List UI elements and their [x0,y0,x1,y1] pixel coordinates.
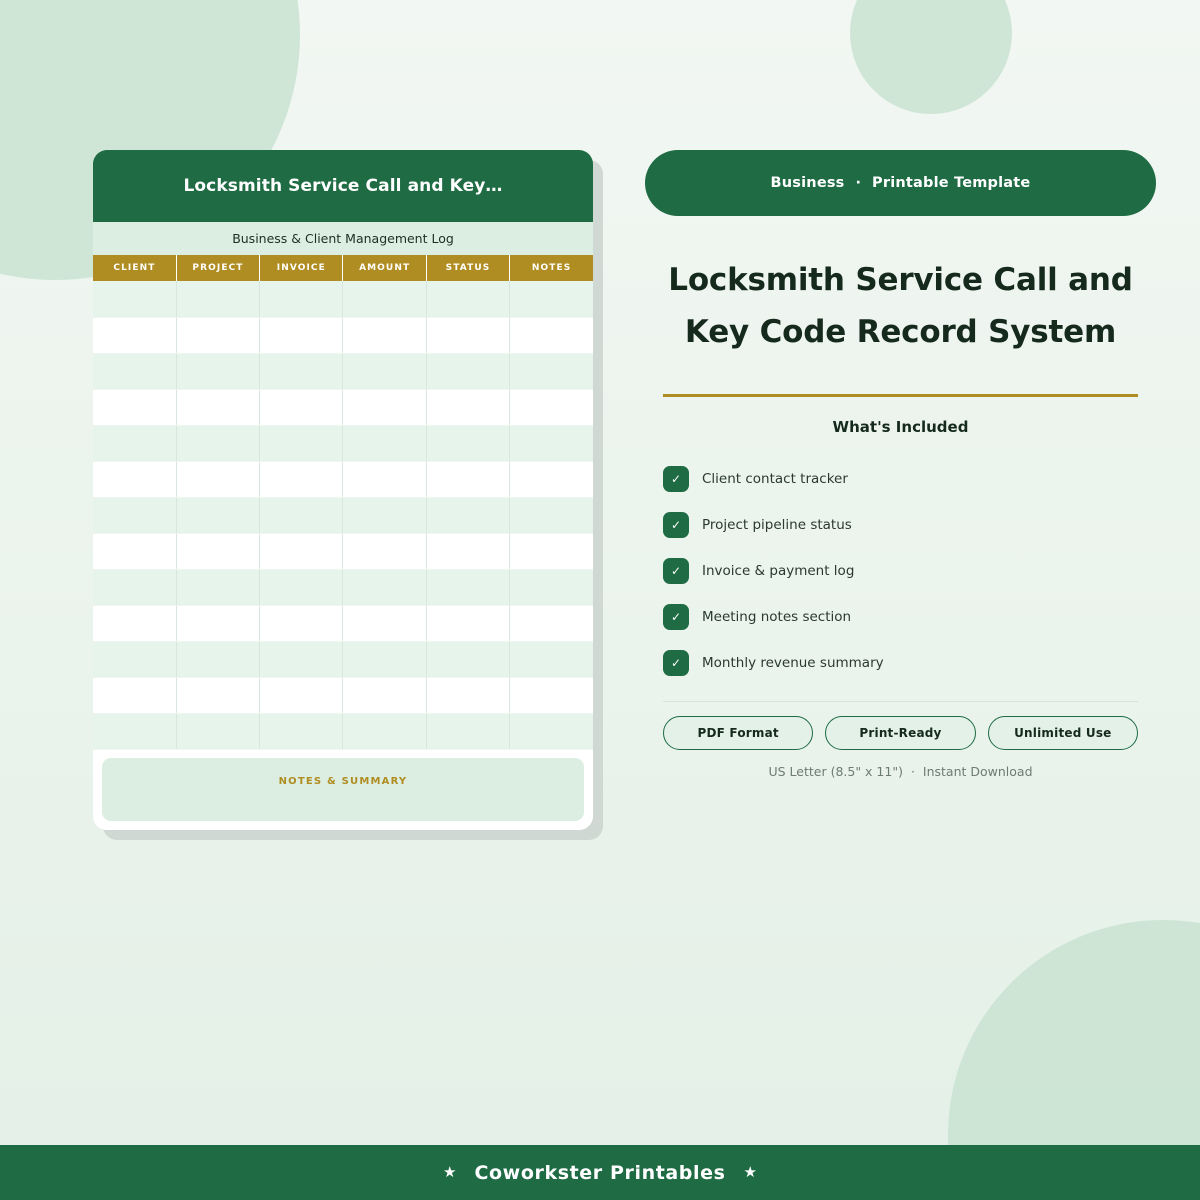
table-row[interactable] [93,281,593,317]
column-header-project: PROJECT [176,255,259,281]
table-cell[interactable] [93,317,176,353]
check-icon: ✓ [663,604,689,630]
table-row[interactable] [93,497,593,533]
table-row[interactable] [93,461,593,497]
table-cell[interactable] [426,569,509,605]
table-cell[interactable] [343,497,426,533]
sheet-subtitle-bar [93,222,593,255]
table-cell[interactable] [510,641,593,677]
sheet-header-title: Locksmith Service Call and Key… [183,176,503,196]
table-cell[interactable] [426,713,509,749]
feature-label: Monthly revenue summary [702,655,884,671]
feature-label: Client contact tracker [702,471,848,487]
table-cell[interactable] [426,389,509,425]
list-item [663,502,1156,548]
category-badge [645,150,1156,216]
log-table [93,255,593,750]
table-cell[interactable] [260,461,343,497]
table-cell[interactable] [176,569,259,605]
table-cell[interactable] [176,281,259,317]
table-cell[interactable] [260,425,343,461]
feature-label: Meeting notes section [702,609,852,625]
table-cell[interactable] [510,461,593,497]
table-cell[interactable] [93,569,176,605]
column-header-invoice: INVOICE [260,255,343,281]
table-cell[interactable] [426,533,509,569]
table-cell[interactable] [426,605,509,641]
table-cell[interactable] [260,353,343,389]
table-row[interactable] [93,641,593,677]
table-cell[interactable] [176,533,259,569]
spec-size: US Letter (8.5" x 11") [768,764,903,779]
list-item [663,594,1156,640]
table-cell[interactable] [510,533,593,569]
table-cell[interactable] [426,641,509,677]
table-cell[interactable] [176,317,259,353]
table-cell[interactable] [176,425,259,461]
feature-label: Project pipeline status [702,517,852,533]
table-cell[interactable] [343,713,426,749]
table-cell[interactable] [510,425,593,461]
table-cell[interactable] [343,317,426,353]
table-cell[interactable] [176,389,259,425]
spec-line [645,764,1156,779]
list-item [663,456,1156,502]
table-cell[interactable] [343,281,426,317]
table-cell[interactable] [510,677,593,713]
format-tag-pdf-format[interactable]: PDF Format [663,716,813,750]
table-cell[interactable] [510,605,593,641]
table-cell[interactable] [260,713,343,749]
table-cell[interactable] [260,497,343,533]
column-header-notes: NOTES [510,255,593,281]
product-title: Locksmith Service Call and Key Code Record System [668,262,1133,350]
table-cell[interactable] [510,353,593,389]
notes-area [93,750,593,831]
check-icon: ✓ [663,558,689,584]
format-tag-print-ready[interactable]: Print-Ready [825,716,975,750]
table-cell[interactable] [510,497,593,533]
table-cell[interactable] [343,677,426,713]
table-cell[interactable] [93,461,176,497]
table-row[interactable] [93,605,593,641]
table-cell[interactable] [93,389,176,425]
tag-divider [663,701,1138,702]
table-row[interactable] [93,425,593,461]
table-cell[interactable] [426,461,509,497]
table-cell[interactable] [260,317,343,353]
column-header-client: CLIENT [93,255,176,281]
brand-footer [0,1145,1200,1200]
table-cell[interactable] [510,389,593,425]
table-row[interactable] [93,713,593,749]
list-item [663,640,1156,686]
table-cell[interactable] [260,281,343,317]
table-cell[interactable] [176,641,259,677]
table-cell[interactable] [343,533,426,569]
table-cell[interactable] [93,677,176,713]
notes-summary-label: NOTES & SUMMARY [278,775,408,787]
table-cell[interactable] [93,533,176,569]
spec-delivery: Instant Download [922,764,1033,779]
table-cell[interactable] [343,425,426,461]
log-table-body [93,281,593,749]
preview-card[interactable] [93,150,593,830]
table-cell[interactable] [176,677,259,713]
table-cell[interactable] [426,317,509,353]
table-cell[interactable] [176,461,259,497]
check-icon: ✓ [663,650,689,676]
format-tag-unlimited-use[interactable]: Unlimited Use [988,716,1138,750]
log-table-head [93,255,593,281]
star-icon-left: ★ [443,1163,457,1181]
table-cell[interactable] [426,281,509,317]
format-tag-row [645,716,1156,750]
table-cell[interactable] [426,353,509,389]
table-cell[interactable] [343,605,426,641]
table-cell[interactable] [426,677,509,713]
product-info-panel [645,150,1156,779]
column-header-amount: AMOUNT [343,255,426,281]
notes-summary-box[interactable] [102,758,584,822]
sheet-subtitle: Business & Client Management Log [232,231,454,246]
log-table-header-row [93,255,593,281]
spec-separator: · [910,764,915,779]
badge-category-label: Business [770,175,845,191]
table-cell[interactable] [176,713,259,749]
table-cell[interactable] [510,713,593,749]
table-cell[interactable] [176,353,259,389]
table-row[interactable] [93,677,593,713]
table-row[interactable] [93,353,593,389]
footer-brand-name: Coworkster Printables [474,1161,726,1184]
section-divider-gold [663,394,1138,397]
table-cell[interactable] [93,425,176,461]
table-cell[interactable] [93,353,176,389]
feature-label: Invoice & payment log [702,563,855,579]
table-cell[interactable] [343,569,426,605]
table-cell[interactable] [260,389,343,425]
table-cell[interactable] [343,641,426,677]
table-cell[interactable] [176,605,259,641]
table-cell[interactable] [343,461,426,497]
table-cell[interactable] [343,389,426,425]
table-cell[interactable] [93,713,176,749]
column-header-status: STATUS [426,255,509,281]
table-cell[interactable] [260,533,343,569]
table-row[interactable] [93,389,593,425]
whats-included-heading: What's Included [832,418,969,436]
feature-list [645,456,1156,686]
table-cell[interactable] [260,641,343,677]
table-row[interactable] [93,317,593,353]
badge-type-label: Printable Template [872,175,1031,191]
table-cell[interactable] [260,605,343,641]
sheet-header [93,150,593,222]
template-preview[interactable] [93,150,593,830]
table-row[interactable] [93,569,593,605]
table-cell[interactable] [93,281,176,317]
badge-separator: · [855,175,862,191]
table-cell[interactable] [93,641,176,677]
table-cell[interactable] [260,677,343,713]
table-cell[interactable] [176,497,259,533]
table-cell[interactable] [510,281,593,317]
table-cell[interactable] [426,497,509,533]
table-cell[interactable] [510,317,593,353]
star-icon-right: ★ [743,1163,757,1181]
table-cell[interactable] [93,497,176,533]
table-cell[interactable] [260,569,343,605]
check-icon: ✓ [663,466,689,492]
table-cell[interactable] [510,569,593,605]
table-cell[interactable] [93,605,176,641]
table-cell[interactable] [343,353,426,389]
check-icon: ✓ [663,512,689,538]
table-row[interactable] [93,533,593,569]
table-cell[interactable] [426,425,509,461]
list-item [663,548,1156,594]
